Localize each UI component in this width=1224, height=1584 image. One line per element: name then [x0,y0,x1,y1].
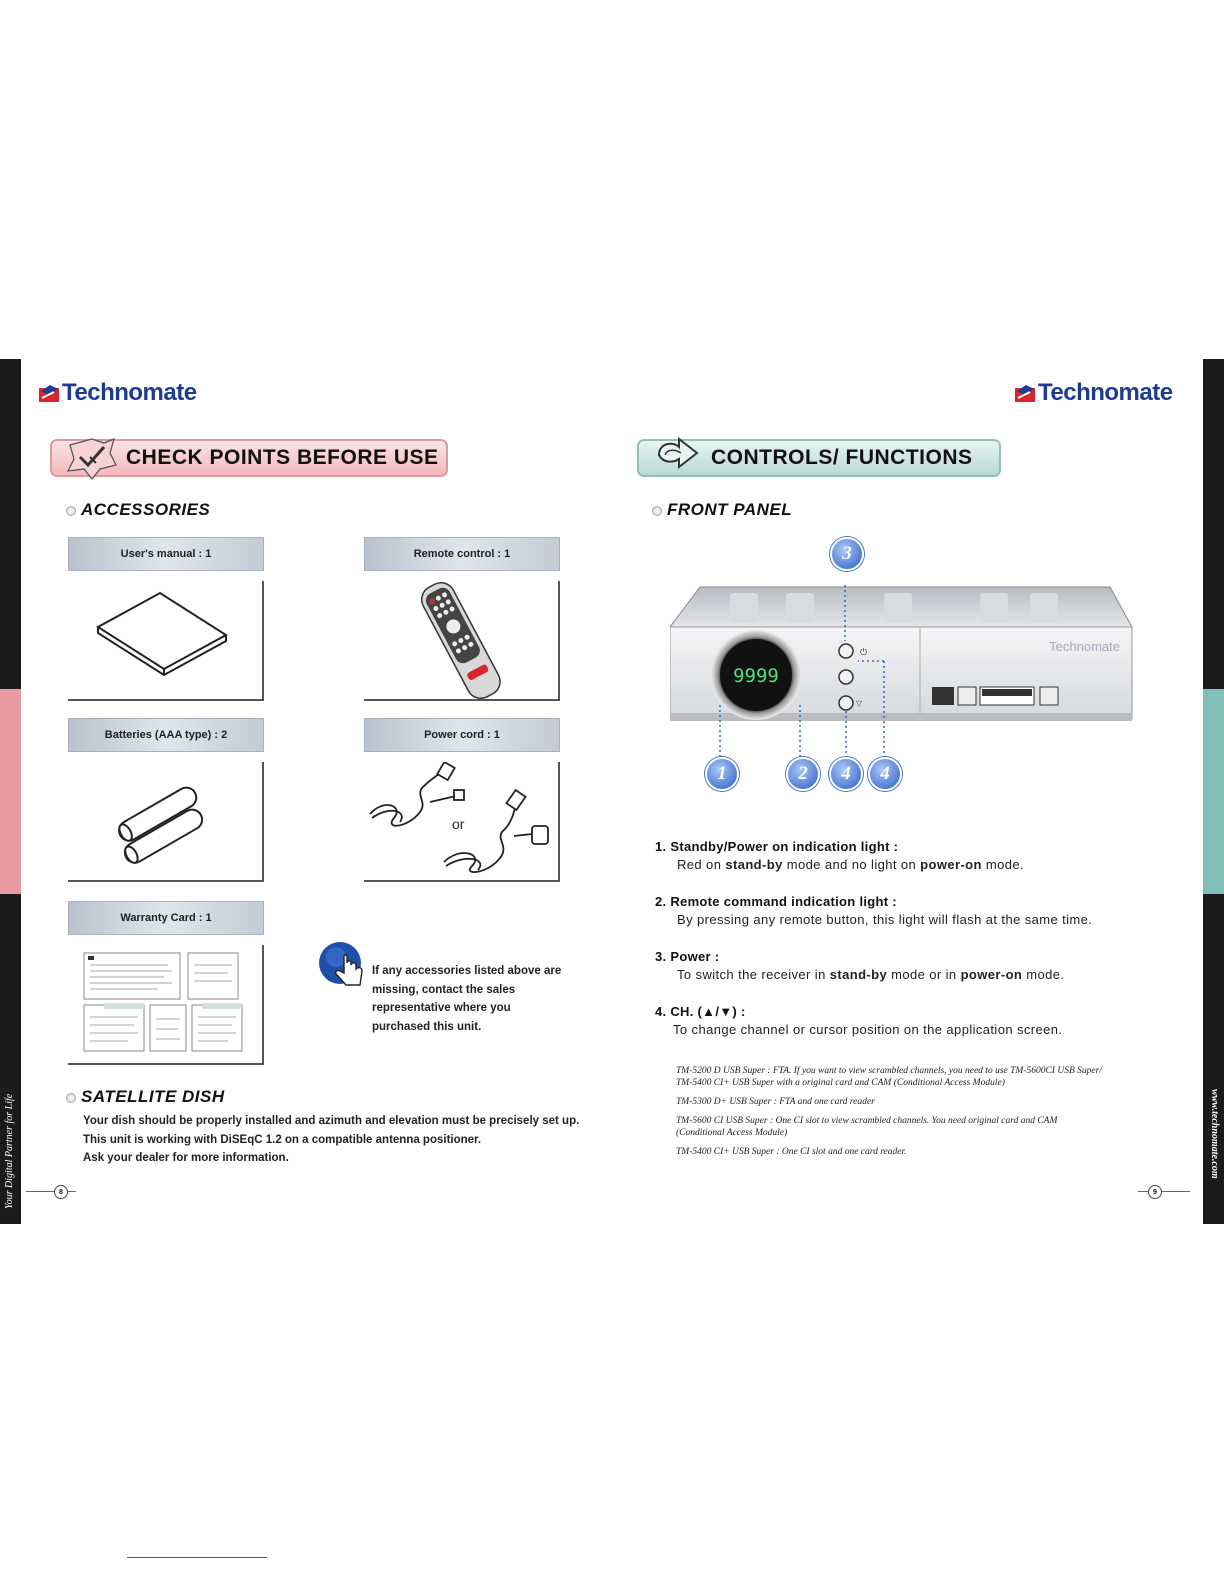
function-item-3: 3. Power : To switch the receiver in stand-by mode or in power-on mode. [655,949,1065,982]
power-symbol-icon: ⏻ [860,647,868,657]
checklist-icon [62,435,120,481]
model-note-1: TM-5200 D USB Super : FTA. If you want to view scrambled channels, you need to use TM-5600CI USB Super/ TM-5400 CI+ USB Super with a original card and CAM (Conditional Access Module) [676,1066,1102,1088]
front-panel-heading: FRONT PANEL [652,500,792,520]
right-page-line [1138,1191,1148,1192]
warranty-card-icon [68,945,264,1065]
left-side-text: Your Digital Partner for Life [4,1093,15,1209]
brand-name: Technomate [1038,379,1173,406]
satellite-dish-heading: SATELLITE DISH [66,1087,225,1107]
callout-1: 1 [705,757,739,791]
front-panel-diagram [670,585,1140,795]
model-note-4: TM-5400 CI+ USB Super : One CI slot and one card reader. [676,1147,907,1157]
bullet-icon [66,506,76,516]
manual-spread [0,359,1224,1224]
right-page-number: 9 [1148,1185,1162,1199]
front-display-digits: 9999 [733,665,779,687]
batteries-icon [68,762,264,882]
function-item-4: 4. CH. (▲/▼) : To change channel or cursor position on the application screen. [655,1004,1063,1037]
left-banner-title: CHECK POINTS BEFORE USE [126,446,439,469]
remote-control-icon [364,581,560,701]
right-page-line-2 [1162,1191,1190,1192]
callout-2: 2 [786,757,820,791]
brand-logo-icon [38,383,60,403]
brand-name: Technomate [62,379,197,406]
accessory-label-remote: Remote control : 1 [364,537,560,571]
down-arrow-icon: ▽ [856,699,863,708]
pointing-hand-icon [318,939,370,991]
function-item-2: 2. Remote command indication light : By pressing any remote button, this light will flash at the same time. [655,894,1093,927]
accessory-label-power-cord: Power cord : 1 [364,718,560,752]
brand-logo-right [1014,379,1173,407]
bullet-icon [652,506,662,516]
missing-accessories-note: If any accessories listed above are missing, contact the sales representative where you purchased this unit. [372,965,562,1033]
check-points-banner [50,439,448,477]
left-page-line-2 [68,1191,76,1192]
model-note-3: TM-5600 CI USB Super : One CI slot to view scrambled channels. You need original card and CAM (Conditional Access Module) [676,1116,1058,1138]
accessory-box-manual [68,581,264,701]
controls-functions-banner [637,439,1001,477]
footer-rule [127,1557,267,1558]
accessories-heading: ACCESSORIES [66,500,210,520]
ch-up-button [839,670,853,684]
left-page-number: 8 [54,1185,68,1199]
accessory-box-power-cord [364,762,560,882]
accessory-label-batteries: Batteries (AAA type) : 2 [68,718,264,752]
satellite-dish-text: Your dish should be properly installed and azimuth and elevation must be precisely set up. This unit is working with DiSEqC 1.2 on a compatible antenna positioner. Ask your dealer for more information. [83,1115,580,1164]
manual-book-icon [68,581,264,701]
brand-logo-icon [1014,383,1036,403]
arrow-icon [653,433,703,477]
right-banner-title: CONTROLS/ FUNCTIONS [711,446,973,469]
model-note-2: TM-5300 D+ USB Super : FTA and one card reader [676,1097,875,1107]
callout-4b: 4 [868,757,902,791]
left-page-line [26,1191,54,1192]
ch-down-button [839,696,853,710]
power-cord-or-text: or [452,816,465,832]
function-item-1: 1. Standby/Power on indication light : Red on stand-by mode and no light on power-on mode. [655,839,1025,872]
bullet-icon [66,1093,76,1103]
callout-3: 3 [830,537,864,571]
right-side-text: www.technomate.com [1209,1089,1220,1179]
accessory-box-remote [364,581,560,701]
accessory-box-warranty [68,945,264,1065]
model-notes [676,1065,1176,1165]
power-button [839,644,853,658]
accessory-box-batteries [68,762,264,882]
device-brand-label: Technomate [1049,639,1120,654]
functions-list [655,839,1175,1059]
accessory-label-manual: User's manual : 1 [68,537,264,571]
brand-logo-left [38,379,197,407]
callout-4a: 4 [829,757,863,791]
accessory-label-warranty: Warranty Card : 1 [68,901,264,935]
